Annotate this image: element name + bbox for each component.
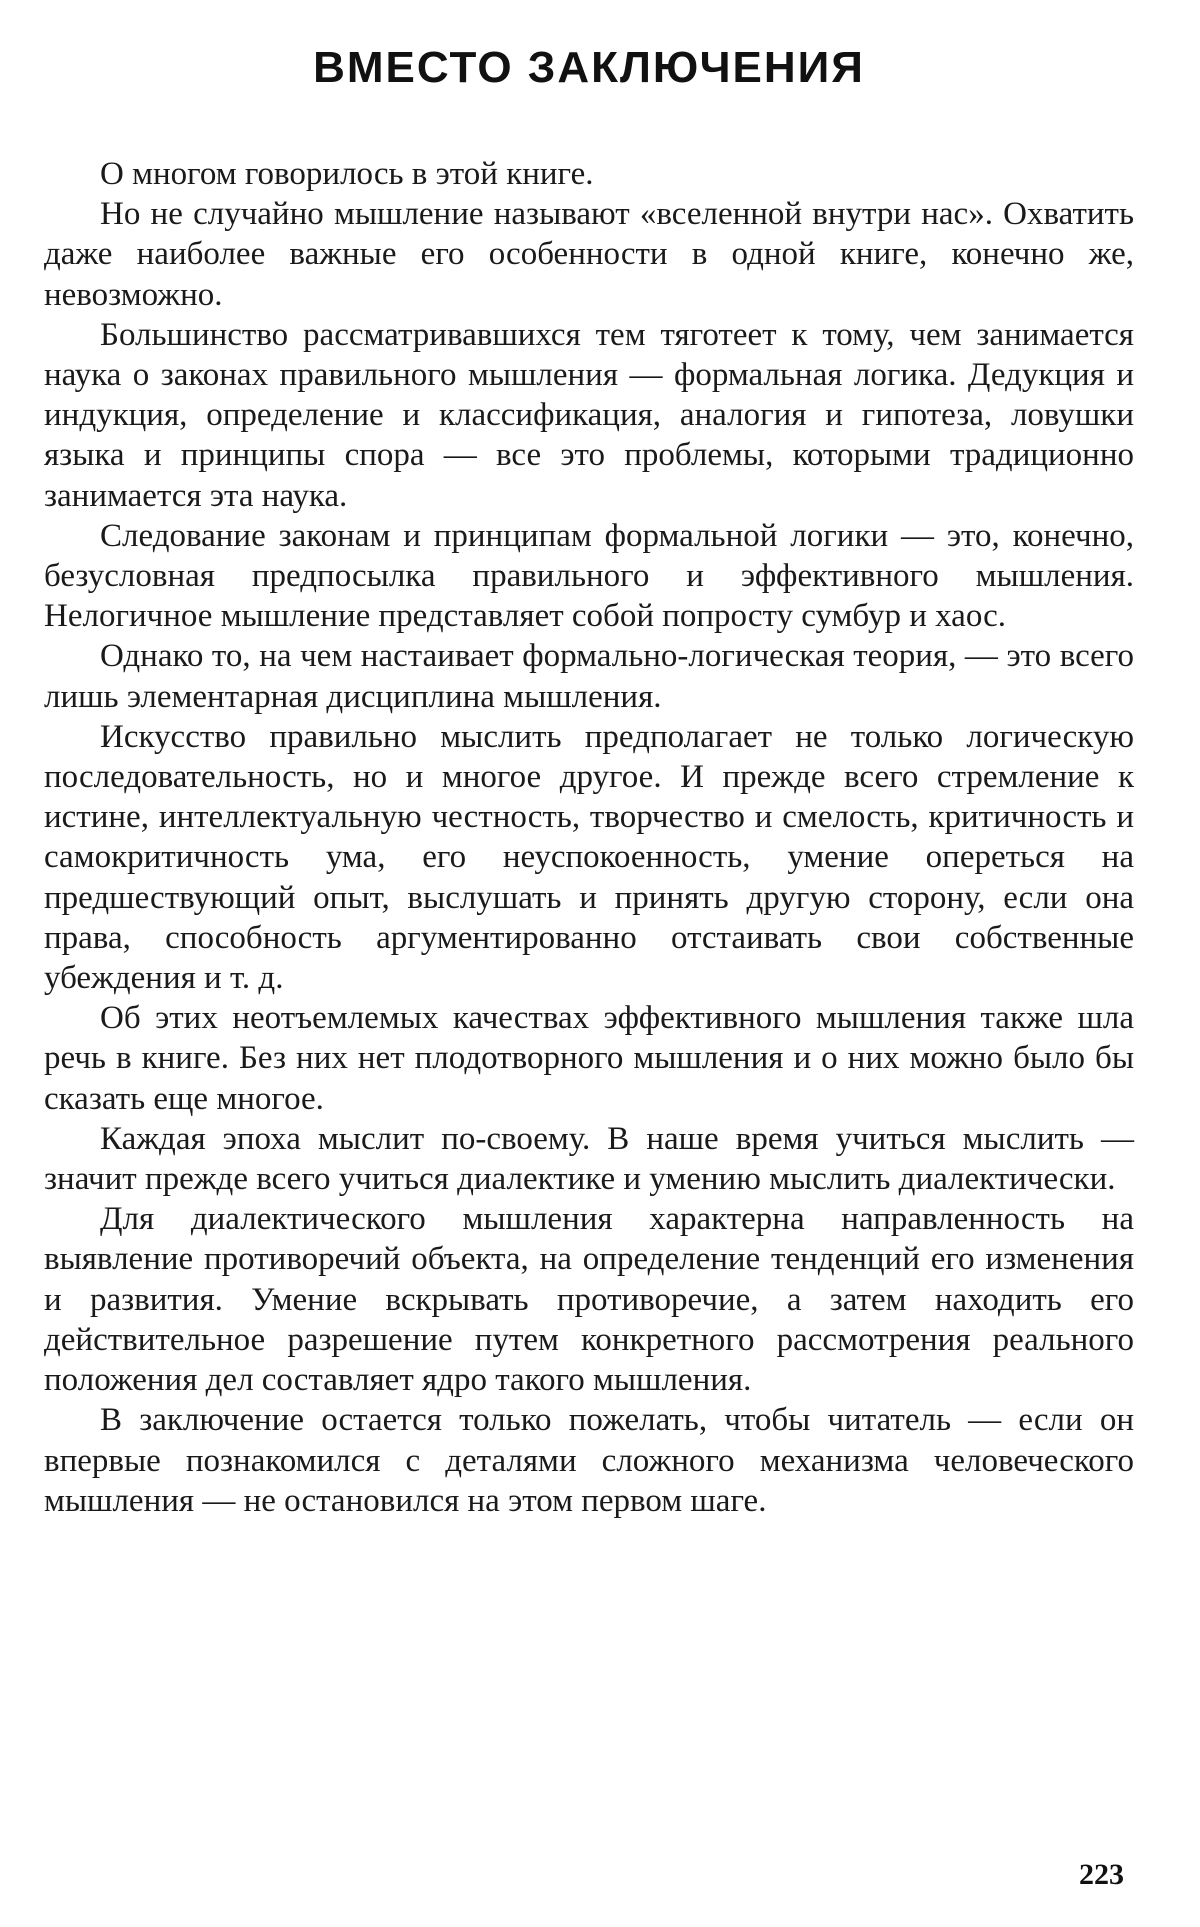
page-title: ВМЕСТО ЗАКЛЮЧЕНИЯ <box>313 43 865 92</box>
paragraph: Однако то, на чем настаивает формально-логическая теория, — это всего лишь элементарная дисциплина мышления. <box>44 638 1134 715</box>
paragraph: В заключение остается только пожелать, чтобы читатель — если он впервые познакомился с деталями сложного механизма человеческого мышления — не остановился на этом первом шаге. <box>44 1402 1134 1519</box>
paragraph: Об этих неотъемлемых качествах эффективного мышления также шла речь в книге. Без них нет плодотворного мышления и о них можно было бы сказать еще многое. <box>44 1000 1134 1117</box>
paragraph: Для диалектического мышления характерна направленность на выявление противоречий объекта, на определение тенденций его изменения и развития. Умение вскрывать противоречие, а затем находить его действительное разрешение путем конкретного рассмотрения реального положения дел составляет ядро такого мышления. <box>44 1201 1134 1399</box>
paragraph: Большинство рассматривавшихся тем тяготеет к тому, чем занимается наука о законах правильного мышления — формальная логика. Дедукция и индукция, определение и классификация, аналогия и гипотеза, ловушки языка и принципы спора — все это проблемы, которыми традиционно занимается эта наука. <box>44 316 1134 514</box>
paragraph: О многом говорилось в этой книге. <box>100 156 594 192</box>
paragraph: Каждая эпоха мыслит по-своему. В наше время учиться мыслить — значит прежде всего учиться диалектике и умению мыслить диалектически. <box>44 1120 1134 1198</box>
page-body <box>44 154 1134 1521</box>
book-page <box>44 40 1134 1900</box>
page-number: 223 <box>1079 1858 1124 1891</box>
paragraph: Искусство правильно мыслить предполагает не только логическую последовательность, но и многое другое. И прежде всего стремление к истине, интеллектуальную честность, творчество и смелость, критичность и самокритичность ума, его неуспокоенность, умение опереться на предшествующий опыт, выслушать и принять другую сторону, если она права, способность аргументированно отстаивать свои собственные убеждения и т. д. <box>44 718 1134 997</box>
paragraph: Но не случайно мышление называют «вселенной внутри нас». Охватить даже наиболее важные его особенности в одной книге, конечно же, невозможно. <box>44 196 1134 313</box>
paragraph: Следование законам и принципам формальной логики — это, конечно, безусловная предпосылка правильного и эффективного мышления. Нелогичное мышление представляет собой попросту сумбур и хаос. <box>44 517 1134 635</box>
